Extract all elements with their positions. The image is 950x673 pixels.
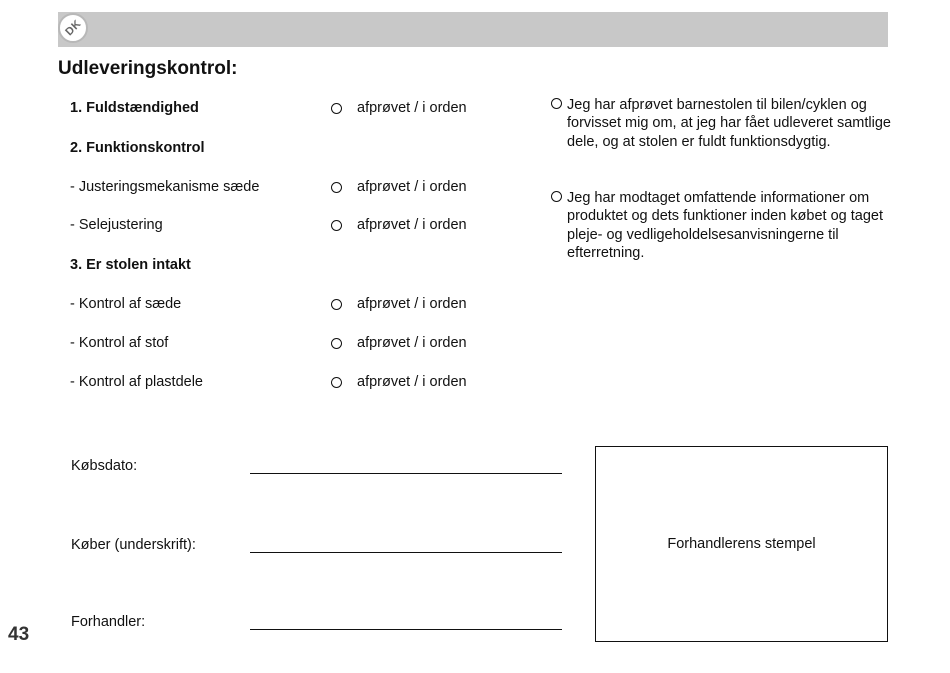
checklist-label-belt-adjustment: - Selejustering (70, 217, 163, 233)
checklist-label-fabric-check: - Kontrol af stof (70, 335, 169, 351)
purchase-date-line[interactable] (250, 473, 562, 474)
buyer-signature-line[interactable] (250, 552, 562, 553)
page-number: 43 (8, 624, 30, 645)
dealer-stamp-label: Forhandlerens stempel (667, 536, 816, 552)
checkbox-circle-icon[interactable] (331, 338, 342, 349)
checklist-status: afprøvet / i orden (357, 100, 467, 116)
checklist-status: afprøvet / i orden (357, 374, 467, 390)
statement-informed: Jeg har modtaget omfattende informationer om produktet og dets funktioner inden købet og taget pleje- og vedligeholdelsesanvisningerne til efterretning. (567, 190, 883, 261)
checkbox-circle-icon[interactable] (331, 182, 342, 193)
checklist-status: afprøvet / i orden (357, 217, 467, 233)
checklist-status: afprøvet / i orden (357, 335, 467, 351)
dealer-label: Forhandler: (71, 614, 146, 630)
dealer-stamp-box (595, 446, 888, 642)
purchase-date-label: Købsdato: (71, 458, 138, 474)
checklist-label-seat-check: - Kontrol af sæde (70, 296, 182, 312)
language-badge (58, 13, 88, 43)
checkbox-circle-icon[interactable] (551, 98, 562, 109)
checkbox-circle-icon[interactable] (331, 220, 342, 231)
header-bar (58, 12, 888, 47)
dealer-line[interactable] (250, 629, 562, 630)
checkbox-circle-icon[interactable] (331, 299, 342, 310)
language-badge-label: DK (62, 17, 84, 39)
checkbox-circle-icon[interactable] (331, 103, 342, 114)
checklist-label-seat-adjustment: - Justeringsmekanisme sæde (70, 179, 260, 195)
checklist-label-intact: 3. Er stolen intakt (70, 257, 191, 273)
checklist-label-function-check: 2. Funktionskontrol (70, 140, 205, 156)
statement-tested: Jeg har afprøvet barnestolen til bilen/cyklen og forvisset mig om, at jeg har fået udleveret samtlige dele, og at stolen er fuldt funktionsdygtig. (567, 97, 891, 150)
checklist-label-completeness: 1. Fuldstændighed (70, 100, 199, 116)
page-title: Udleveringskontrol: (58, 58, 238, 79)
checkbox-circle-icon[interactable] (551, 191, 562, 202)
checklist-status: afprøvet / i orden (357, 179, 467, 195)
checkbox-circle-icon[interactable] (331, 377, 342, 388)
buyer-signature-label: Køber (underskrift): (71, 537, 196, 553)
checklist-label-plastic-check: - Kontrol af plastdele (70, 374, 203, 390)
checklist-status: afprøvet / i orden (357, 296, 467, 312)
